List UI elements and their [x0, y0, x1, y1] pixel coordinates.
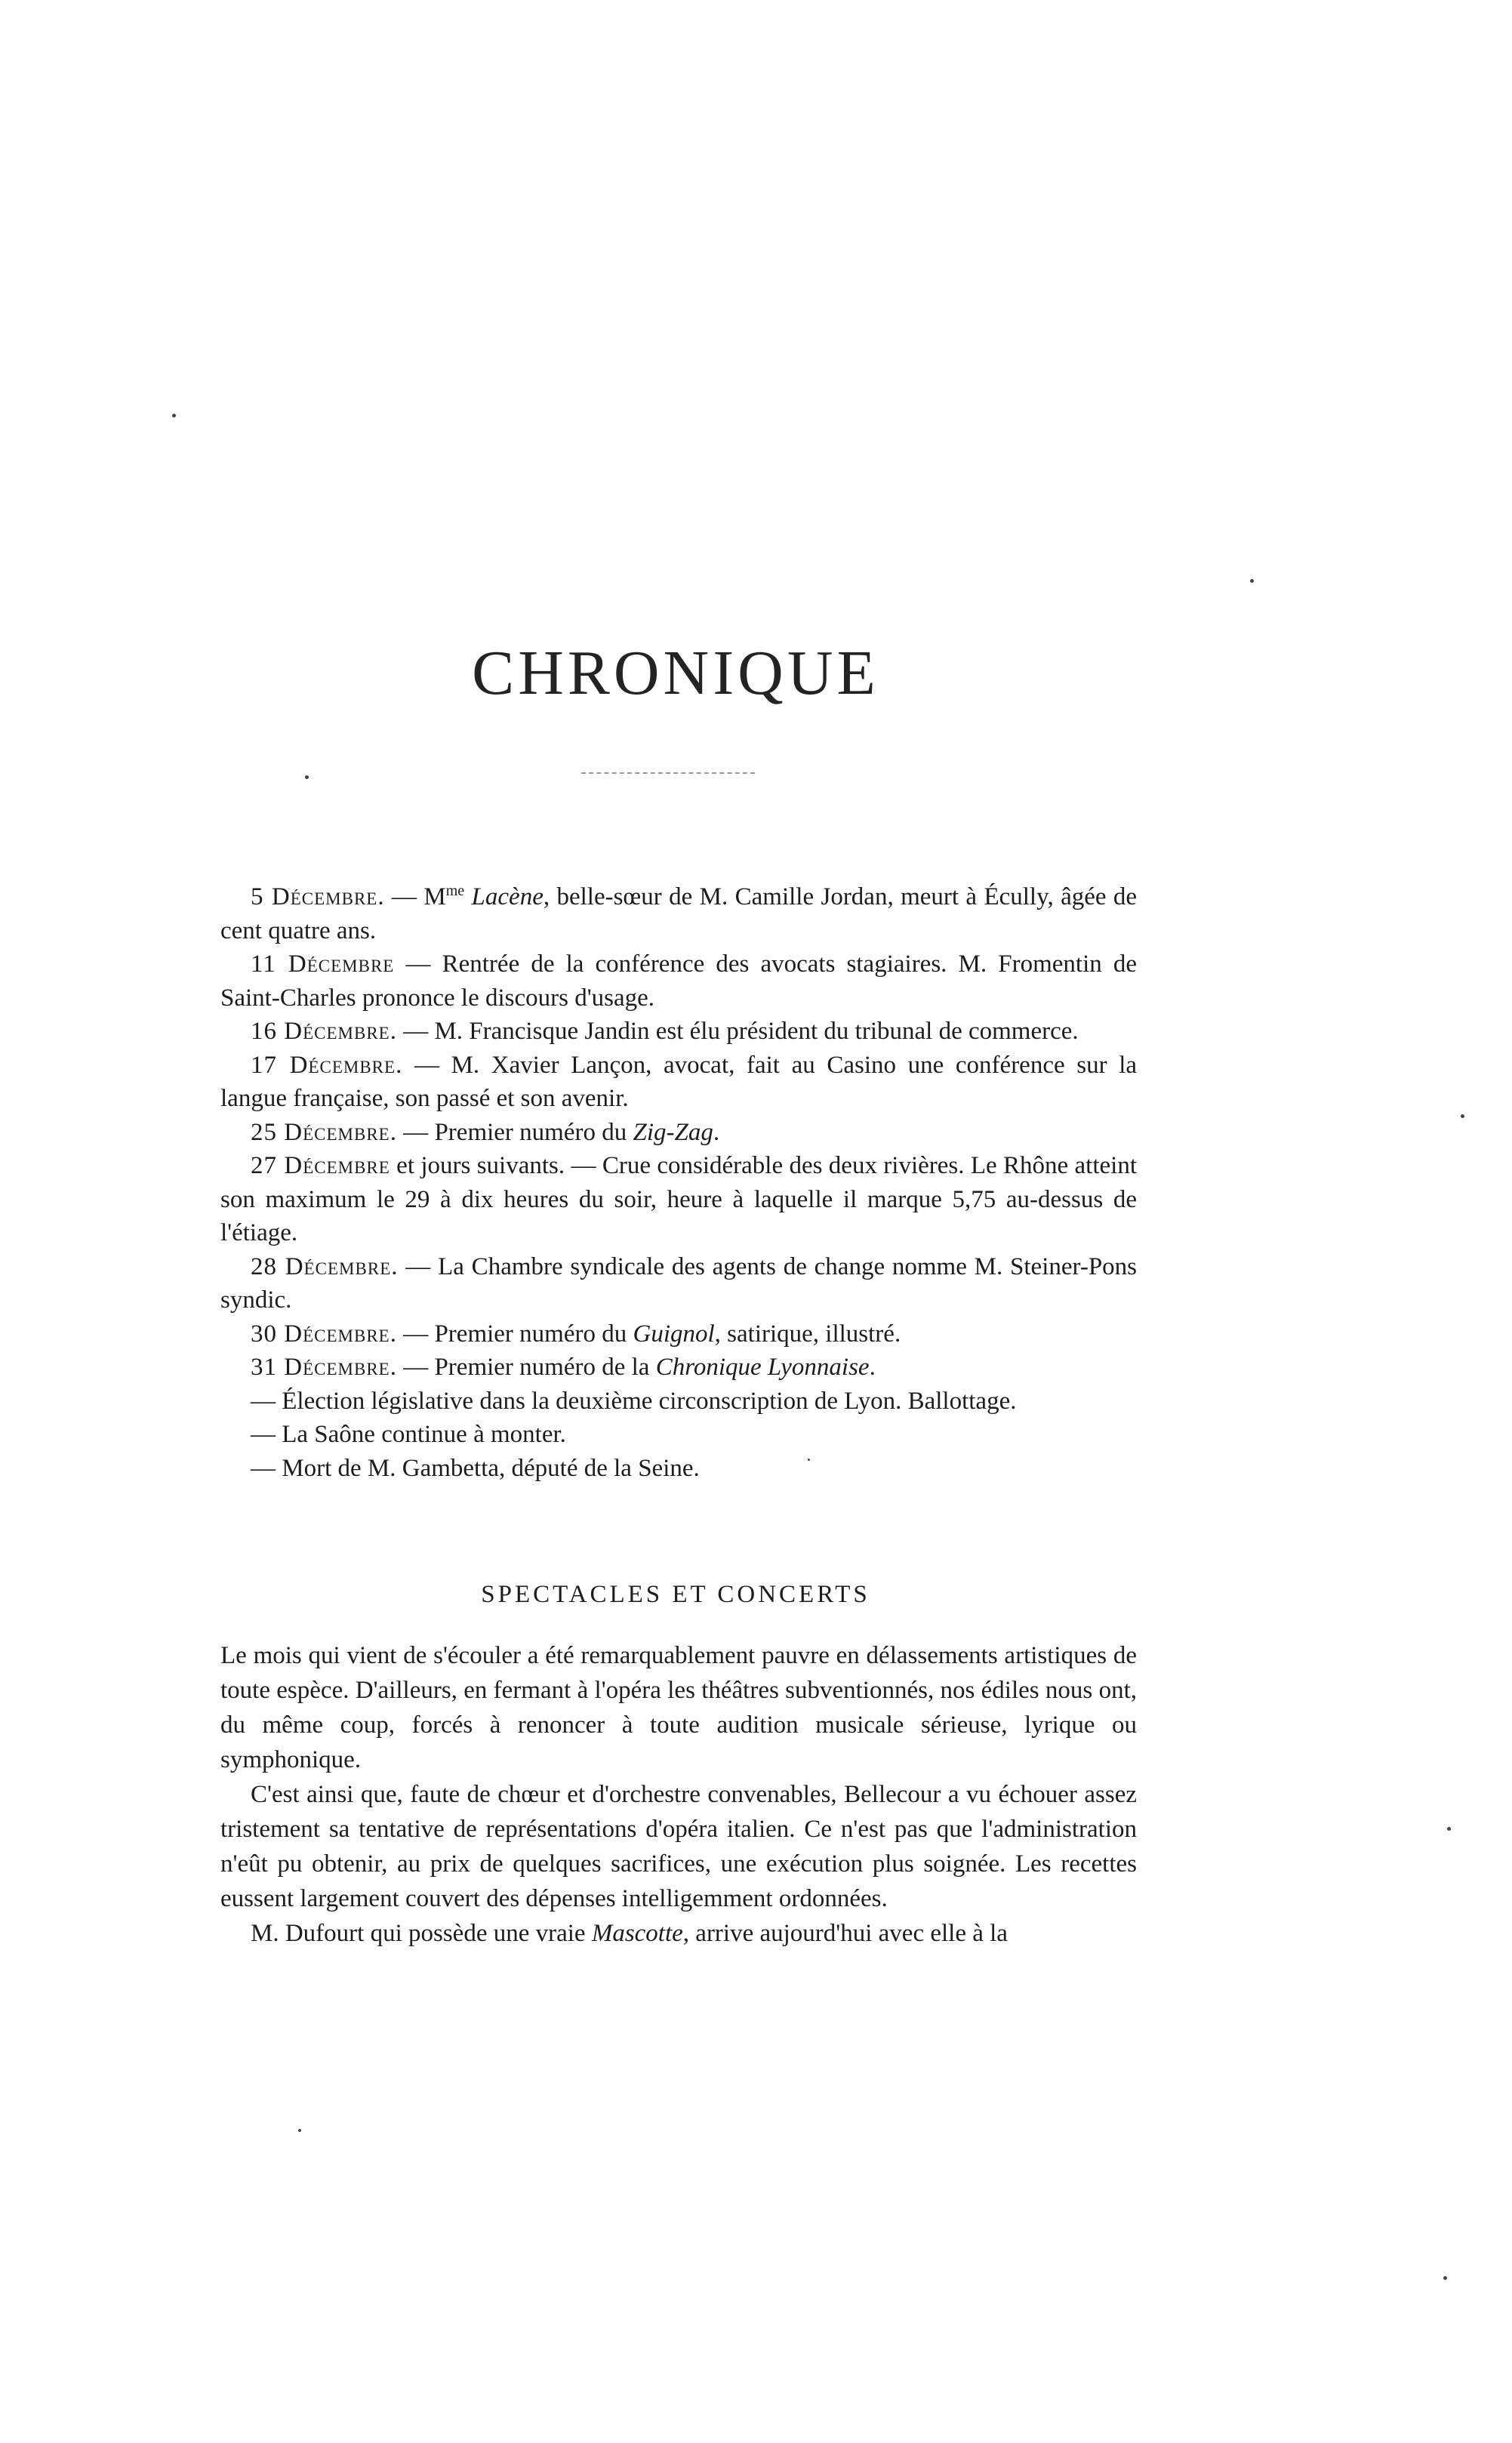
entry-dash: —: [251, 1387, 276, 1415]
scan-speck: [1447, 1827, 1451, 1831]
chronicle-entry: [220, 874, 1137, 947]
entry-date: 17 Décembre.: [251, 1051, 403, 1079]
scan-speck: [1461, 1114, 1464, 1118]
entry-date: 16 Décembre.: [251, 1018, 397, 1045]
entry-text: La Chambre syndicale des agents de change nomme M. Steiner-Pons syndic.: [220, 1252, 1138, 1314]
chronicle-entry: [220, 1049, 1137, 1116]
entry-dash: —: [403, 1320, 429, 1348]
entry-dash: —: [403, 1118, 429, 1146]
entry-text: M: [423, 883, 446, 910]
entry-publication: Chronique Lyonnaise: [655, 1354, 870, 1381]
entry-text: M. Francisque Jandin est élu président du tribunal de commerce.: [434, 1018, 1079, 1045]
chronicle-entry: [220, 1149, 1137, 1250]
scan-speck: [305, 775, 309, 779]
scan-speck: [1443, 2276, 1447, 2280]
chronicle-entry: [220, 1317, 1137, 1351]
entry-text: Premier numéro de la: [434, 1354, 656, 1381]
entry-date: 28 Décembre.: [251, 1252, 399, 1280]
paragraph: [220, 1916, 1137, 1951]
entry-text-rest: .: [869, 1354, 876, 1381]
entry-text: et jours suivants. — Crue considérable des deux rivières. Le Rhône atteint son maximum le 29 à dix heures du soir, heure à laquelle il marque 5,75 au-dessus de l'étiage.: [220, 1152, 1138, 1246]
entry-text: M. Xavier Lançon, avocat, fait au Casino une conférence sur la langue française, son passé et son avenir.: [220, 1051, 1138, 1112]
chronicle-entry: [220, 1452, 1137, 1486]
entry-date: 27 Décembre: [251, 1152, 390, 1179]
paragraph-emphasis: Mascotte: [591, 1920, 683, 1947]
section-heading: SPECTACLES ET CONCERTS: [481, 1581, 870, 1608]
entry-text-rest: .: [713, 1118, 720, 1146]
entry-dash: —: [391, 883, 417, 910]
entry-date: 30 Décembre.: [251, 1320, 397, 1348]
entry-name: Lacène: [471, 883, 544, 910]
entry-text: La Saône continue à monter.: [282, 1421, 566, 1448]
entry-dash: —: [414, 1051, 439, 1079]
entry-text: Premier numéro du: [434, 1118, 633, 1146]
scan-speck: [172, 414, 176, 417]
scan-speck: [1250, 579, 1254, 583]
entry-publication: Zig-Zag: [633, 1118, 713, 1146]
entry-superscript: me: [445, 883, 465, 899]
entry-text-rest: , belle-sœur de M. Camille Jordan, meurt à Écully, âgée de cent quatre ans.: [220, 883, 1138, 944]
entry-date: 11 Décembre: [251, 950, 395, 978]
entry-date: 25 Décembre.: [251, 1118, 397, 1146]
entry-date: 31 Décembre.: [251, 1354, 397, 1381]
page-title: CHRONIQUE: [472, 638, 879, 708]
chronicle-entry: [220, 1116, 1137, 1150]
paragraph: [220, 1777, 1137, 1916]
entry-text: Premier numéro du: [434, 1320, 633, 1348]
chronicle-entry: [220, 1015, 1137, 1049]
title-divider: [581, 772, 755, 774]
chronicle-entry: [220, 947, 1137, 1015]
entry-text-rest: , satirique, illustré.: [714, 1320, 901, 1348]
entry-text: Mort de M. Gambetta, député de la Seine.: [282, 1454, 700, 1482]
entry-date: 5 Décembre.: [251, 883, 385, 910]
entry-dash: —: [405, 1252, 431, 1280]
scan-speck: [808, 1459, 810, 1461]
scan-speck: [298, 2129, 301, 2132]
chronicle-entry: [220, 1351, 1137, 1385]
spectacles-body: [220, 1638, 1137, 1951]
entry-dash: —: [403, 1354, 429, 1381]
entry-text: Élection législative dans la deuxième circonscription de Lyon. Ballottage.: [282, 1387, 1017, 1415]
entry-dash: —: [251, 1454, 276, 1482]
entry-text: Rentrée de la conférence des avocats stagiaires. M. Fromentin de Saint-Charles prononce le discours d'usage.: [220, 950, 1138, 1012]
entry-dash: —: [405, 950, 431, 978]
paragraph-text: Le mois qui vient de s'écouler a été remarquablement pauvre en délassements artistiques de toute espèce. D'ailleurs, en fermant à l'opéra les théâtres subventionnés, nos édiles nous ont, du même coup, forcés à renoncer à toute audition musicale sérieuse, lyrique ou symphonique.: [220, 1642, 1137, 1773]
paragraph-text: C'est ainsi que, faute de chœur et d'orchestre convenables, Bellecour a vu échouer assez tristement sa tentative de représentations d'opéra italien. Ce n'est pas que l'administration n'eût pu obtenir, au prix de quelques sacrifices, une exécution plus soignée. Les recettes eussent largement couvert des dépenses intelligemment ordonnées.: [220, 1781, 1137, 1912]
chronicle-entry: [220, 1250, 1137, 1317]
entry-dash: —: [251, 1421, 276, 1448]
paragraph: [220, 1638, 1137, 1777]
entry-publication: Guignol: [633, 1320, 715, 1348]
chronicle-entry: [220, 1385, 1137, 1419]
paragraph-text-rest: , arrive aujourd'hui avec elle à la: [682, 1920, 1008, 1947]
entry-dash: —: [403, 1018, 429, 1045]
paragraph-text: M. Dufourt qui possède une vraie: [251, 1920, 592, 1947]
chronicle-entry: [220, 1418, 1137, 1452]
chronicle-list: [220, 874, 1137, 1485]
